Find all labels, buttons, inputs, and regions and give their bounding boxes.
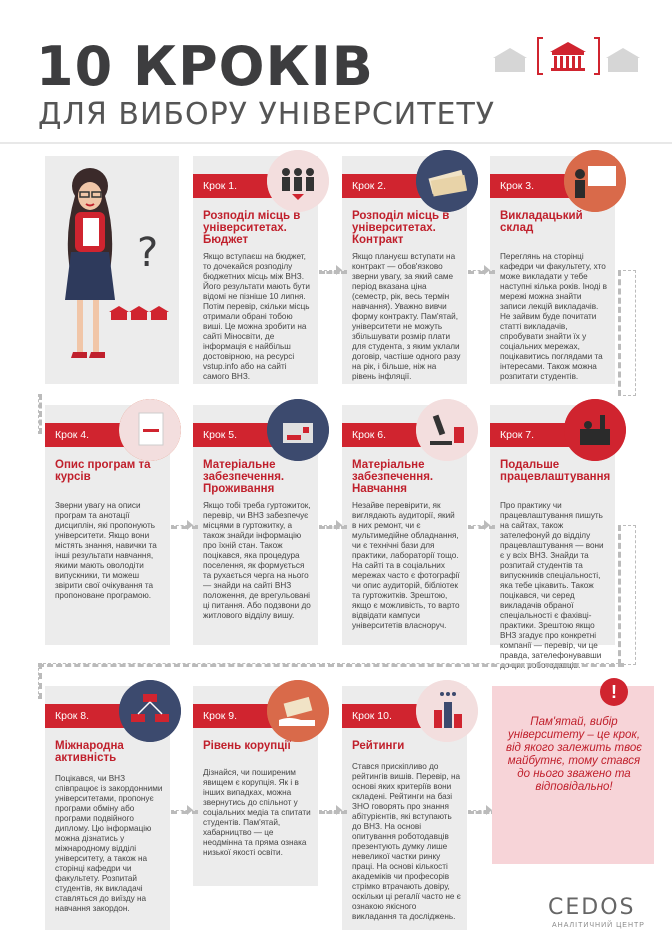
- step-text: Якщо тобі треба гуртожиток, перевір, чи ВНЗ забезпечує місцями в гуртожитку, а також знайди інформацію про їхній стан. Також поцікався, яка процедура поселення, як формується та рухається черга на нього — знайди на сайті ВНЗ положення, де врегульовані ці питання. Або подзвони до житлового відділу вишу.: [203, 501, 311, 620]
- step-card-10: [342, 686, 467, 930]
- step-label: Крок 2.: [342, 174, 442, 198]
- step-heading: Подальше працевлаштування: [500, 459, 611, 483]
- connector: [319, 525, 347, 529]
- cedos-logo-subtitle: АНАЛІТИЧНИЙ ЦЕНТР: [552, 922, 645, 929]
- step-label: Крок 4.: [45, 423, 145, 447]
- connector: [319, 270, 347, 274]
- girl-with-question-icon: [45, 156, 179, 384]
- document-icon: [119, 399, 181, 461]
- arrow-right-icon: [336, 805, 342, 815]
- step-text: Переглянь на сторінці кафедри чи факультету, хто може викладати у тебе наступні кілька років. Іноді в мережі можна знайти записи лекцій викладачів. Не зайвим буде почитати статті викладачів, спробувати знайти їх у соціальних мережах, поцікавитись поглядами та інтересами. Також можна розпитати студентів.: [500, 252, 607, 381]
- connector: [618, 525, 636, 665]
- network-icon: [119, 680, 181, 742]
- step-text: Незайве перевірити, як виглядають аудиторії, який в них ремонт, чи є мультимедійне обладнання, чи є технічні бази для практики, лабораторії тощо. На сайті та в соціальних мережах часто є фотографії чи опис аудиторій, бібліотек та гуртожитків. Зрештою, якщо є можливість, то варто відвідати кампуси університетів власноруч.: [352, 501, 460, 630]
- connector: [468, 270, 495, 274]
- step-card-5: [193, 405, 318, 645]
- step-label: Крок 6.: [342, 423, 442, 447]
- step-card-7: [490, 405, 615, 670]
- student-illustration: [45, 156, 179, 384]
- step-label: Крок 5.: [193, 423, 293, 447]
- step-label: Крок 9.: [193, 704, 293, 728]
- step-heading: Розподіл місць в університетах. Бюджет: [203, 210, 301, 246]
- step-heading: Рівень корупції: [203, 740, 291, 752]
- step-card-6: [342, 405, 467, 645]
- arrow-right-icon: [484, 265, 490, 275]
- svg-text:?: ?: [137, 230, 159, 276]
- step-heading: Розподіл місць в університетах. Контракт: [352, 210, 450, 246]
- page-subtitle: ДЛЯ ВИБОРУ УНІВЕРСИТЕТУ: [38, 97, 496, 132]
- step-heading: Матеріальне забезпечення. Проживання: [203, 459, 285, 495]
- connector: [171, 810, 198, 814]
- step-card-8: [45, 686, 170, 930]
- exclamation-icon: !: [600, 678, 628, 706]
- connector: [38, 663, 42, 699]
- connector: [319, 810, 347, 814]
- step-label: Крок 1.: [193, 174, 293, 198]
- arrow-right-icon: [187, 520, 193, 530]
- arrow-right-icon: [187, 805, 193, 815]
- step-card-4: [45, 405, 170, 645]
- step-card-2: [342, 156, 467, 384]
- step-text: Дізнайся, чи поширеним явищем є корупція. Як і в інших випадках, можна звернутись до спільнот у соціальних медіа та спитати студентів. Пам'ятай, хабарництво — це неодмінна та пряма ознака низької якості освіти.: [203, 768, 311, 857]
- connector: [618, 270, 636, 396]
- step-label: Крок 10.: [342, 704, 442, 728]
- header-divider: [0, 142, 672, 144]
- bribe-icon: [267, 680, 329, 742]
- step-heading: Опис програм та курсів: [55, 459, 151, 483]
- remember-callout: [492, 682, 654, 864]
- connector: [38, 663, 624, 667]
- step-text: Якщо плануєш вступати на контракт — обов'язково зверни увагу, за який саме період вказана ціна (семестр, рік, весь термін навчання). Уважно вивчи форму контракту. Пам'ятай, університети не можуть збільшувати розмір плати для студента, з яким уклали договір, частіше одного разу на рік, і більше, ніж на рівень інфляції.: [352, 252, 461, 381]
- teacher-icon: [564, 150, 626, 212]
- step-heading: Рейтинги: [352, 740, 405, 752]
- step-card-9: [193, 686, 318, 886]
- dormitory-icon: [267, 399, 329, 461]
- connector: [171, 525, 198, 529]
- step-text: Стався прискіпливо до рейтингів вишів. Перевір, на основі яких критеріїв вони складені. Рейтинги на базі ЗНО говорять про знання абітурієнтів, які вступають до ВНЗ. На основі опитування роботодавців презентують думку лише невеликої частки ринку праці. На основі кількості академіків чи професорів стрімко втрачають довіру, оскільки ці регалії часто не є ознакою якісного викладання та досліджень.: [352, 762, 461, 921]
- connector: [38, 394, 42, 434]
- page-title: 10 КРОКІВ: [36, 35, 374, 98]
- step-card-1: [193, 156, 318, 384]
- cedos-logo: CEDOS: [548, 895, 636, 920]
- step-label: Крок 7.: [490, 423, 590, 447]
- step-label: Крок 8.: [45, 704, 145, 728]
- step-text: Зверни увагу на описи програм та анотації дисциплін, які пропонують університети. Якщо вони містять знання, навички та інші результати навчання, якими мають оволодіти випускники, ти можеш звірити свої очікування та пропоноване програмою.: [55, 501, 157, 600]
- arrow-right-icon: [336, 265, 342, 275]
- arrow-right-icon: [484, 520, 490, 530]
- step-card-3: [490, 156, 615, 384]
- step-heading: Викладацький склад: [500, 210, 583, 234]
- remember-text: Пам'ятай, вибір університету – це крок, від якого залежить твоє майбутнє, тому стався до нього зважено та відповідально!: [505, 716, 642, 793]
- step-text: Якщо вступаєш на бюджет, то дочекайся розподілу бюджетних місць між ВНЗ. Його результати мають бути відомі не пізніше 10 липня. Потім перевір, скільки місць отримали обрані тобою виші. Це можна зробити на сайті Міносвіти, де інформація є найбільш достовірною, на ресурсі vstup.info або на сайті самого ВНЗ.: [203, 252, 310, 381]
- microscope-icon: [416, 399, 478, 461]
- step-heading: Матеріальне забезпечення. Навчання: [352, 459, 434, 495]
- step-text: Про практику чи працевлаштування пишуть на сайтах, також зателефонуй до відділу працевлаштування — вони є у всіх ВНЗ. Знайди та розпитай студентів та випускників спеціальності, яка тебе цікавить. Також поцікався, чи серед викладачів обраної спеціальності є фахівці-практики. Зрештою якщо ВНЗ згадує про конкретні компанії — перевір, чи це правда, зателефонувавши до цих роботодавців.: [500, 501, 604, 670]
- ranking-chart-icon: [416, 680, 478, 742]
- step-label: Крок 3.: [490, 174, 590, 198]
- people-icon: [267, 150, 329, 212]
- connector: [468, 525, 495, 529]
- step-heading: Міжнародна активність: [55, 740, 124, 764]
- university-buildings-icon: [488, 30, 648, 80]
- money-icon: [416, 150, 478, 212]
- factory-icon: [564, 399, 626, 461]
- step-text: Поцікався, чи ВНЗ співпрацює із закордонними університетами, пропонує програми обміну або програми подвійного диплому. Цю інформацію можна дізнатись у міжнародному відділі університету, а також на сторінці кафедри чи факультету. Розпитай студентів, як викладачі ставляться до виїзду на навчання закордон.: [55, 774, 163, 913]
- arrow-right-icon: [336, 520, 342, 530]
